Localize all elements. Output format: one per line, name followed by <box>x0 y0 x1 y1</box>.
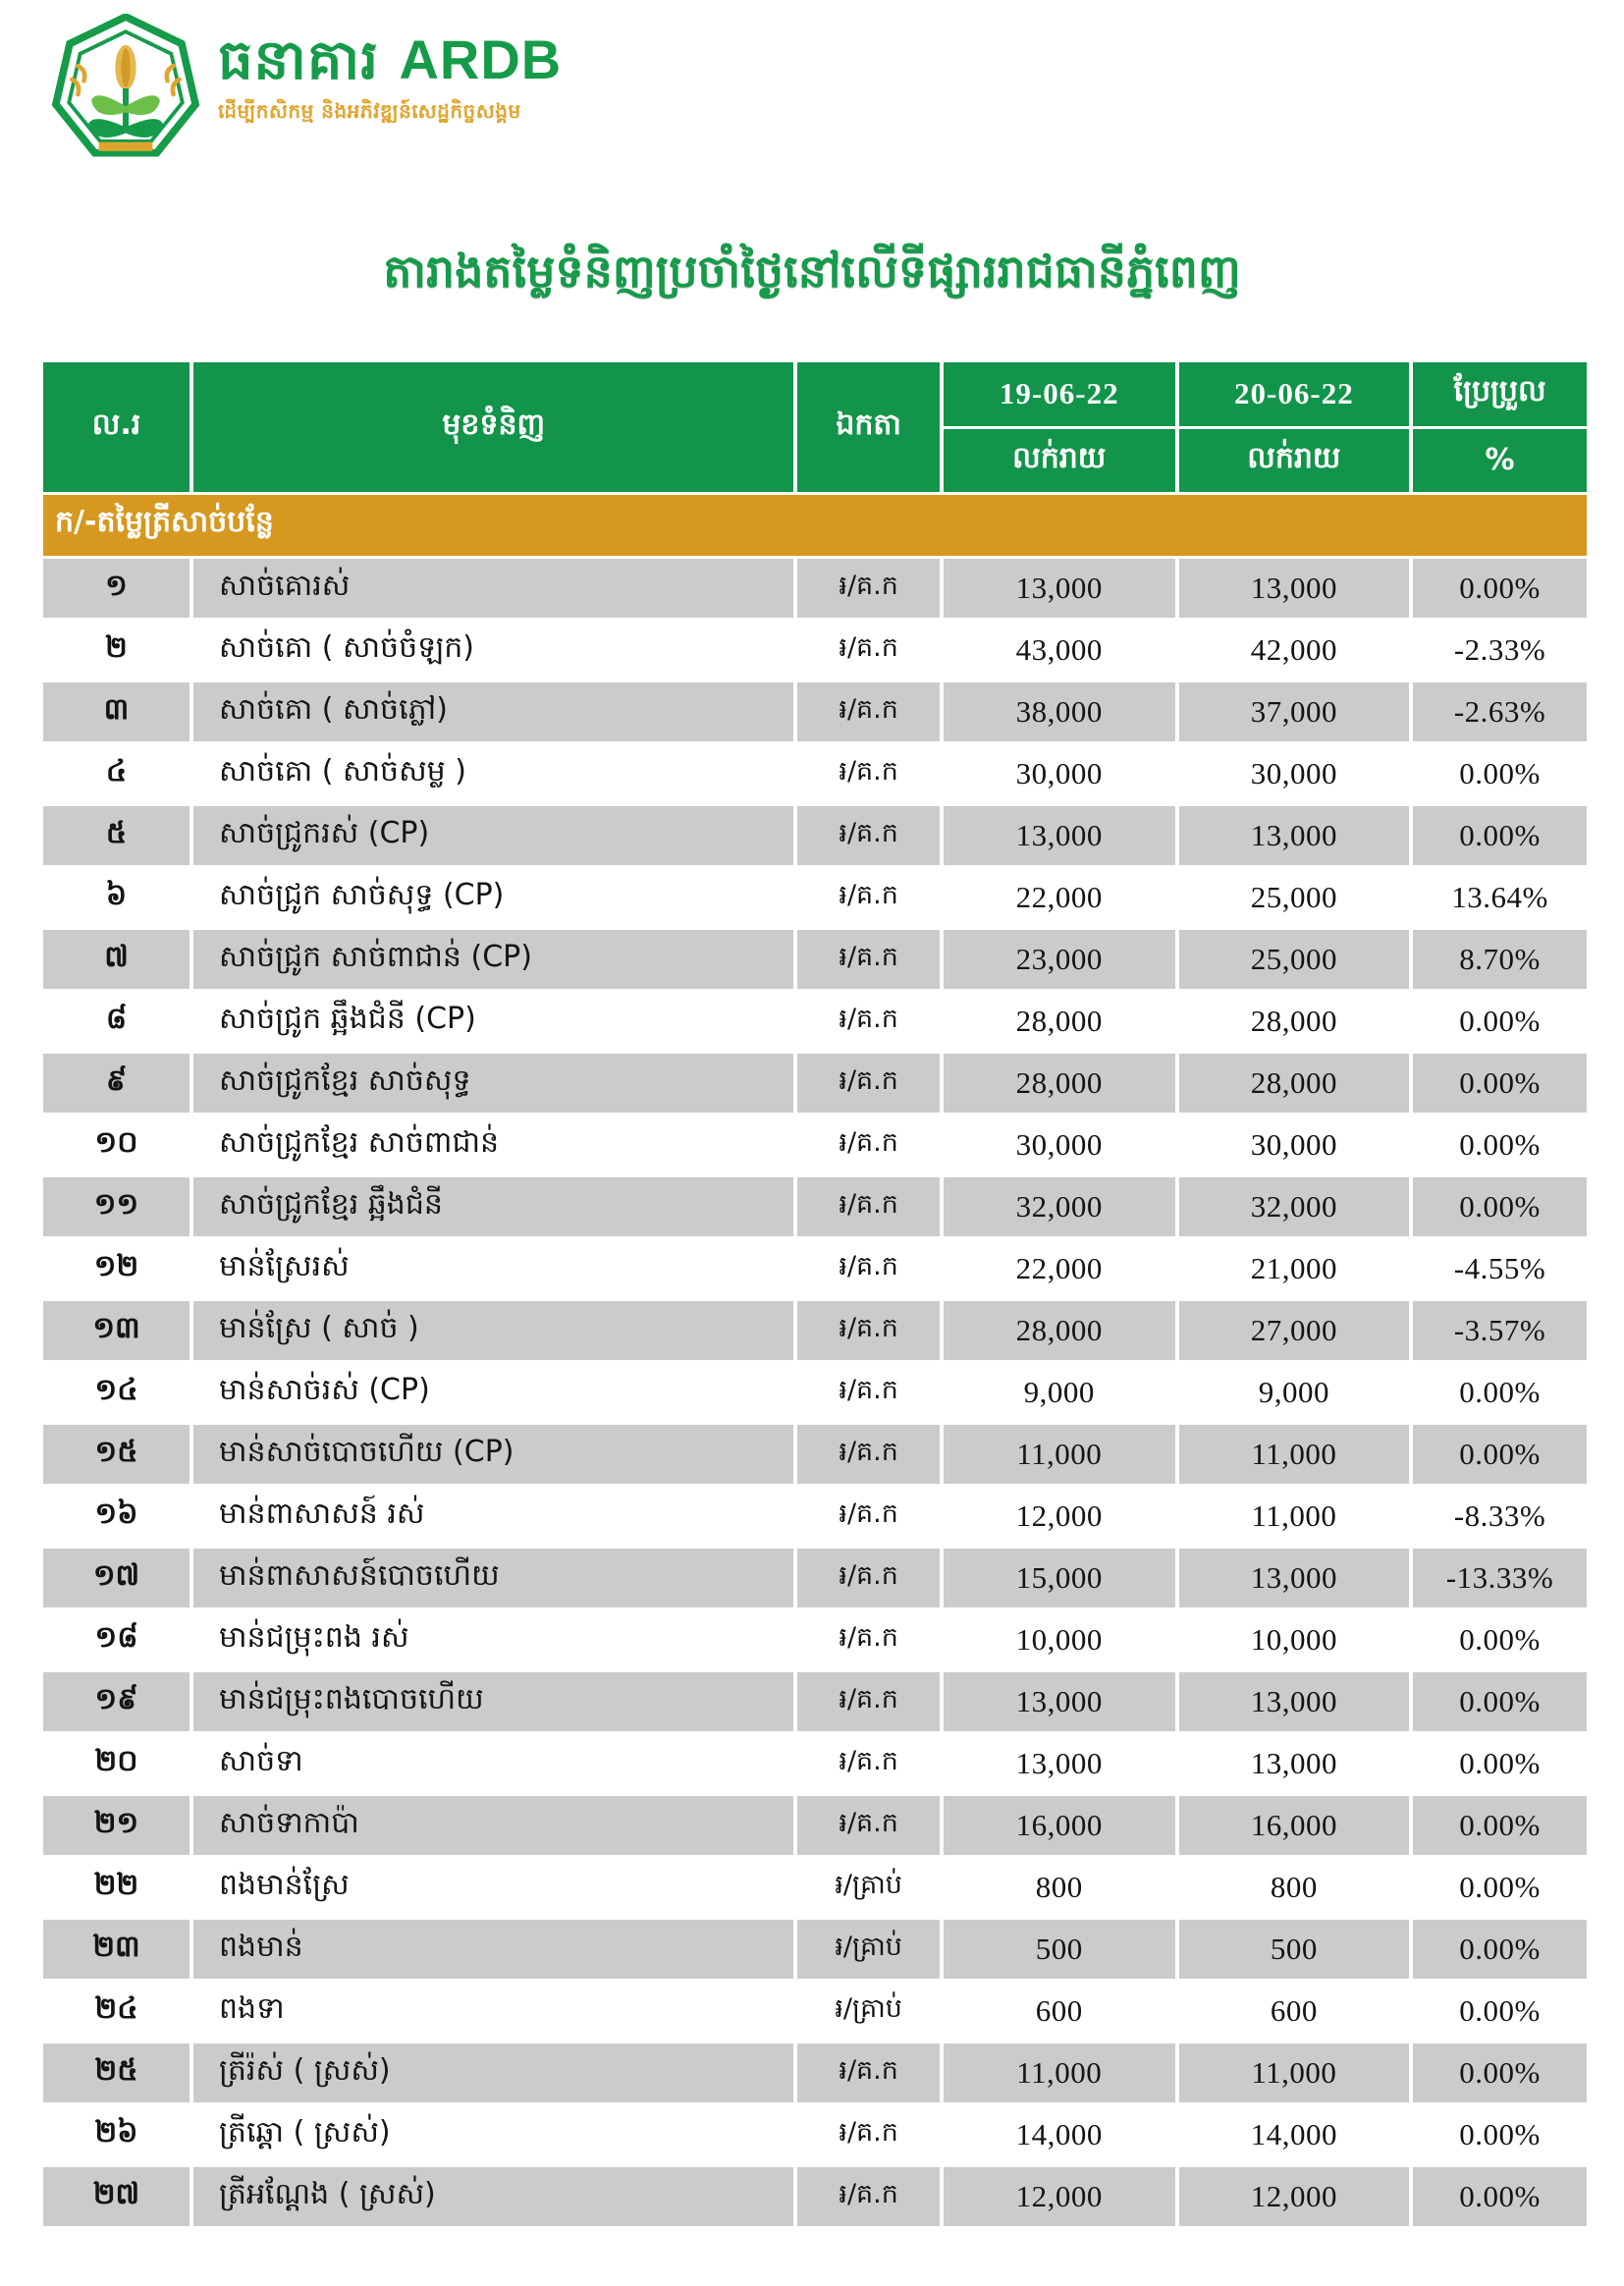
price-day1: 23,000 <box>944 930 1175 989</box>
item-unit: ៛/គ.ក <box>797 992 939 1051</box>
row-number: ១ <box>43 559 189 618</box>
change-percent: 0.00% <box>1413 1425 1587 1484</box>
item-name: ពងមាន់ស្រែ <box>193 1858 794 1917</box>
bank-logo <box>51 14 562 163</box>
price-day1: 28,000 <box>944 1301 1175 1360</box>
item-unit: ៛/គ.ក <box>797 2043 939 2102</box>
change-percent: 0.00% <box>1413 1796 1587 1855</box>
row-number: ២៧ <box>43 2167 189 2226</box>
price-day2: 16,000 <box>1179 1796 1409 1855</box>
price-day1: 14,000 <box>944 2105 1175 2164</box>
item-unit: ៛/គ្រាប់ <box>797 1982 939 2041</box>
change-percent: -4.55% <box>1413 1239 1587 1298</box>
item-unit: ៛/គ.ក <box>797 1116 939 1174</box>
change-percent: 0.00% <box>1413 1920 1587 1979</box>
item-name: សាច់គោរស់ <box>193 559 794 618</box>
item-unit: ៛/គ.ក <box>797 1425 939 1484</box>
bank-name-khmer: ធនាគារ <box>218 28 379 92</box>
change-percent: -13.33% <box>1413 1549 1587 1607</box>
row-number: ២៦ <box>43 2105 189 2164</box>
item-name: សាច់ទាកាប៉ា <box>193 1796 794 1855</box>
item-name: សាច់ជ្រូកខ្មែរ សាច់សុទ្ធ <box>193 1054 794 1113</box>
table-row <box>43 1116 1587 1174</box>
item-unit: ៛/គ.ក <box>797 2105 939 2164</box>
price-day1: 43,000 <box>944 621 1175 680</box>
item-name: សាច់ជ្រូកខ្មែរ សាច់ពាជាន់ <box>193 1116 794 1174</box>
price-day1: 800 <box>944 1858 1175 1917</box>
change-percent: 0.00% <box>1413 992 1587 1051</box>
price-day1: 13,000 <box>944 1734 1175 1793</box>
price-day2: 21,000 <box>1179 1239 1409 1298</box>
table-row <box>43 621 1587 680</box>
item-name: មាន់ស្រែរស់ <box>193 1239 794 1298</box>
price-day2: 28,000 <box>1179 992 1409 1051</box>
price-day2: 14,000 <box>1179 2105 1409 2164</box>
section-header-row <box>43 495 1587 556</box>
item-unit: ៛/គ.ក <box>797 1054 939 1113</box>
item-unit: ៛/គ.ក <box>797 2167 939 2226</box>
header-no: ល.រ <box>43 362 189 492</box>
table-header <box>43 362 1587 492</box>
change-percent: 0.00% <box>1413 2167 1587 2226</box>
item-unit: ៛/គ.ក <box>797 806 939 865</box>
item-unit: ៛/គ.ក <box>797 868 939 927</box>
bank-name <box>218 28 563 92</box>
change-percent: 13.64% <box>1413 868 1587 927</box>
item-unit: ៛/គ.ក <box>797 1734 939 1793</box>
price-day2: 13,000 <box>1179 559 1409 618</box>
item-name: មាន់ស្រែ ( សាច់ ) <box>193 1301 794 1360</box>
item-unit: ៛/គ.ក <box>797 1672 939 1731</box>
table-row <box>43 930 1587 989</box>
table-row <box>43 1858 1587 1917</box>
table-row <box>43 1672 1587 1731</box>
row-number: ១៥ <box>43 1425 189 1484</box>
item-name: សាច់ជ្រូក សាច់សុទ្ធ (CP) <box>193 868 794 927</box>
price-day1: 9,000 <box>944 1363 1175 1422</box>
item-unit: ៛/គ.ក <box>797 621 939 680</box>
bank-name-latin: ARDB <box>399 28 563 90</box>
price-day2: 13,000 <box>1179 1734 1409 1793</box>
item-name: សាច់ជ្រូកខ្មែរ ឆ្អឹងជំនី <box>193 1177 794 1236</box>
table-row <box>43 559 1587 618</box>
change-percent: 0.00% <box>1413 1363 1587 1422</box>
bank-logo-text <box>218 14 562 128</box>
price-day1: 28,000 <box>944 1054 1175 1113</box>
item-name: សាច់ជ្រូក សាច់ពាជាន់ (CP) <box>193 930 794 989</box>
table-body <box>43 495 1587 2226</box>
row-number: ១៣ <box>43 1301 189 1360</box>
table-row <box>43 744 1587 803</box>
price-day1: 30,000 <box>944 1116 1175 1174</box>
price-day2: 30,000 <box>1179 744 1409 803</box>
price-day2: 10,000 <box>1179 1610 1409 1669</box>
price-day2: 800 <box>1179 1858 1409 1917</box>
item-name: សាច់គោ ( សាច់ចំឡក) <box>193 621 794 680</box>
item-name: សាច់គោ ( សាច់ភ្លៅ) <box>193 682 794 741</box>
price-table <box>39 359 1591 2229</box>
table-row <box>43 1982 1587 2041</box>
change-percent: 0.00% <box>1413 2105 1587 2164</box>
item-unit: ៛/គ.ក <box>797 1363 939 1422</box>
item-unit: ៛/គ.ក <box>797 1549 939 1607</box>
row-number: ២ <box>43 621 189 680</box>
table-row <box>43 868 1587 927</box>
row-number: ៥ <box>43 806 189 865</box>
change-percent: 0.00% <box>1413 559 1587 618</box>
item-name: មាន់ពាសាសន៍ រស់ <box>193 1487 794 1546</box>
price-day2: 12,000 <box>1179 2167 1409 2226</box>
table-row <box>43 806 1587 865</box>
item-unit: ៛/គ.ក <box>797 744 939 803</box>
change-percent: 0.00% <box>1413 806 1587 865</box>
item-unit: ៛/គ.ក <box>797 1301 939 1360</box>
price-day2: 30,000 <box>1179 1116 1409 1174</box>
header-retail-1: លក់រាយ <box>944 429 1175 493</box>
price-day1: 16,000 <box>944 1796 1175 1855</box>
item-unit: ៛/គ.ក <box>797 1177 939 1236</box>
price-day2: 27,000 <box>1179 1301 1409 1360</box>
table-row <box>43 1239 1587 1298</box>
row-number: ១១ <box>43 1177 189 1236</box>
row-number: ១៧ <box>43 1549 189 1607</box>
change-percent: 0.00% <box>1413 1982 1587 2041</box>
item-unit: ៛/គ្រាប់ <box>797 1858 939 1917</box>
bank-tagline: ដើម្បីកសិកម្ម និងអភិវឌ្ឍន៍សេដ្ឋកិច្ចសង្គម <box>218 98 521 123</box>
change-percent: -2.63% <box>1413 682 1587 741</box>
change-percent: -3.57% <box>1413 1301 1587 1360</box>
row-number: ២១ <box>43 1796 189 1855</box>
row-number: ៩ <box>43 1054 189 1113</box>
change-percent: 0.00% <box>1413 1054 1587 1113</box>
price-day1: 32,000 <box>944 1177 1175 1236</box>
item-unit: ៛/គ.ក <box>797 930 939 989</box>
price-day1: 22,000 <box>944 868 1175 927</box>
change-percent: 0.00% <box>1413 1610 1587 1669</box>
row-number: ២២ <box>43 1858 189 1917</box>
header-change: ប្រែប្រួល <box>1413 362 1587 426</box>
change-percent: -8.33% <box>1413 1487 1587 1546</box>
change-percent: 0.00% <box>1413 1177 1587 1236</box>
price-day1: 11,000 <box>944 1425 1175 1484</box>
section-header-label: ក/-តម្លៃត្រីសាច់បន្លែ <box>43 495 1587 556</box>
item-name: ត្រីអណ្ដែង ( ស្រស់) <box>193 2167 794 2226</box>
price-day2: 37,000 <box>1179 682 1409 741</box>
price-day1: 15,000 <box>944 1549 1175 1607</box>
price-day2: 11,000 <box>1179 1487 1409 1546</box>
table-row <box>43 1487 1587 1546</box>
header-date-1: 19-06-22 <box>944 362 1175 426</box>
price-day1: 12,000 <box>944 2167 1175 2226</box>
row-number: ២៥ <box>43 2043 189 2102</box>
item-name: ត្រីរ៉ស់ ( ស្រស់) <box>193 2043 794 2102</box>
item-unit: ៛/គ.ក <box>797 1487 939 1546</box>
header-unit: ឯកតា <box>797 362 939 492</box>
row-number: ១៩ <box>43 1672 189 1731</box>
change-percent: 0.00% <box>1413 1734 1587 1793</box>
row-number: ១៤ <box>43 1363 189 1422</box>
row-number: ២៣ <box>43 1920 189 1979</box>
item-unit: ៛/គ.ក <box>797 559 939 618</box>
table-row <box>43 1301 1587 1360</box>
header-date-2: 20-06-22 <box>1179 362 1409 426</box>
row-number: ៨ <box>43 992 189 1051</box>
change-percent: 0.00% <box>1413 1672 1587 1731</box>
table-row <box>43 682 1587 741</box>
item-name: សាច់គោ ( សាច់សម្ល ) <box>193 744 794 803</box>
table-row <box>43 2167 1587 2226</box>
row-number: ៦ <box>43 868 189 927</box>
row-number: ១០ <box>43 1116 189 1174</box>
item-name: ត្រីឆ្ដោ ( ស្រស់) <box>193 2105 794 2164</box>
table-row <box>43 1796 1587 1855</box>
price-day2: 9,000 <box>1179 1363 1409 1422</box>
price-day2: 32,000 <box>1179 1177 1409 1236</box>
price-day1: 12,000 <box>944 1487 1175 1546</box>
table-row <box>43 1363 1587 1422</box>
item-name: មាន់សាច់រស់ (CP) <box>193 1363 794 1422</box>
item-unit: ៛/គ្រាប់ <box>797 1920 939 1979</box>
item-unit: ៛/គ.ក <box>797 1610 939 1669</box>
price-day2: 600 <box>1179 1982 1409 2041</box>
ardb-emblem-icon <box>51 14 200 163</box>
price-day1: 11,000 <box>944 2043 1175 2102</box>
item-name: មាន់ជម្រុះពងបោចហើយ <box>193 1672 794 1731</box>
row-number: ២០ <box>43 1734 189 1793</box>
price-day1: 10,000 <box>944 1610 1175 1669</box>
item-unit: ៛/គ.ក <box>797 1796 939 1855</box>
item-name: មាន់ពាសាសន៍បោចហើយ <box>193 1549 794 1607</box>
header-percent: % <box>1413 429 1587 493</box>
change-percent: 8.70% <box>1413 930 1587 989</box>
price-day1: 13,000 <box>944 806 1175 865</box>
header-item: មុខទំនិញ <box>193 362 794 492</box>
price-day1: 28,000 <box>944 992 1175 1051</box>
table-row <box>43 1054 1587 1113</box>
item-unit: ៛/គ.ក <box>797 1239 939 1298</box>
row-number: ២៤ <box>43 1982 189 2041</box>
price-day2: 13,000 <box>1179 1549 1409 1607</box>
item-name: សាច់ទា <box>193 1734 794 1793</box>
price-day2: 28,000 <box>1179 1054 1409 1113</box>
price-day1: 38,000 <box>944 682 1175 741</box>
table-row <box>43 1177 1587 1236</box>
price-day1: 13,000 <box>944 559 1175 618</box>
table-row <box>43 1549 1587 1607</box>
item-name: សាច់ជ្រូក ឆ្អឹងជំនី (CP) <box>193 992 794 1051</box>
page-title: តារាងតម្លៃទំនិញប្រចាំថ្ងៃនៅលើទីផ្សាររាជធានីភ្នំពេញ <box>383 245 1241 298</box>
change-percent: 0.00% <box>1413 1116 1587 1174</box>
price-day2: 11,000 <box>1179 2043 1409 2102</box>
row-number: ៧ <box>43 930 189 989</box>
change-percent: -2.33% <box>1413 621 1587 680</box>
price-day1: 600 <box>944 1982 1175 2041</box>
row-number: ១៨ <box>43 1610 189 1669</box>
row-number: ៣ <box>43 682 189 741</box>
price-day2: 13,000 <box>1179 1672 1409 1731</box>
item-name: មាន់ជម្រុះពង រស់ <box>193 1610 794 1669</box>
item-name: សាច់ជ្រូករស់ (CP) <box>193 806 794 865</box>
table-row <box>43 1734 1587 1793</box>
table-row <box>43 2043 1587 2102</box>
price-day2: 25,000 <box>1179 868 1409 927</box>
row-number: ១២ <box>43 1239 189 1298</box>
price-day2: 25,000 <box>1179 930 1409 989</box>
change-percent: 0.00% <box>1413 2043 1587 2102</box>
header-retail-2: លក់រាយ <box>1179 429 1409 493</box>
price-day1: 22,000 <box>944 1239 1175 1298</box>
table-row <box>43 1610 1587 1669</box>
change-percent: 0.00% <box>1413 744 1587 803</box>
table-row <box>43 992 1587 1051</box>
table-row <box>43 2105 1587 2164</box>
table-row <box>43 1425 1587 1484</box>
row-number: ១៦ <box>43 1487 189 1546</box>
price-day2: 13,000 <box>1179 806 1409 865</box>
table-row <box>43 1920 1587 1979</box>
item-name: ពងទា <box>193 1982 794 2041</box>
price-day2: 500 <box>1179 1920 1409 1979</box>
item-unit: ៛/គ.ក <box>797 682 939 741</box>
item-name: មាន់សាច់បោចហើយ (CP) <box>193 1425 794 1484</box>
price-day1: 500 <box>944 1920 1175 1979</box>
price-day1: 30,000 <box>944 744 1175 803</box>
price-day2: 42,000 <box>1179 621 1409 680</box>
price-day2: 11,000 <box>1179 1425 1409 1484</box>
row-number: ៤ <box>43 744 189 803</box>
price-day1: 13,000 <box>944 1672 1175 1731</box>
change-percent: 0.00% <box>1413 1858 1587 1917</box>
item-name: ពងមាន់ <box>193 1920 794 1979</box>
